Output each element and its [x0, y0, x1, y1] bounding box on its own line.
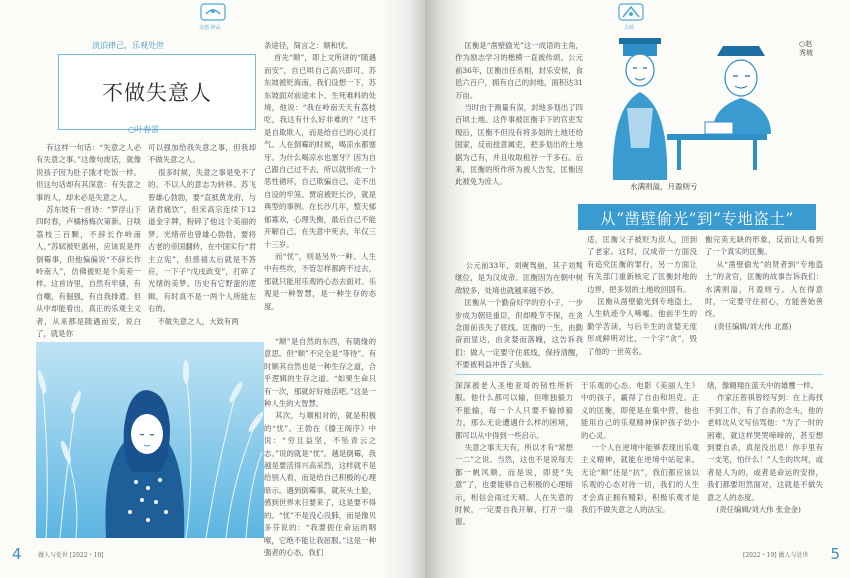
right-page — [425, 0, 850, 578]
illustration-caption: 水满则溢，月盈则亏 — [630, 182, 698, 191]
article-column-r3: 适，匡衡父子被贬为庶人，回到了老家。这时，汉成帝一方面没有追究匡衡的罪行，另一方面让有关部门重新核定了匡衡封地的边界，把多划的土地收回国有。 匡衡从凿壁偷光到专地盗土，人生轨迹令人唏嘘。他前半生的勤学苦读，与后半生的贪婪无度形成鲜明对比，一个字“贪”，毁了他的一世英名。 — [587, 235, 697, 356]
section-divider — [455, 374, 823, 375]
article-column-3b: “顺”是自然的东西，有随缘的意思。但“顺”不完全是“等待”。有时顺其自然也是一种生存之道，合乎逻辑的生存之道。“如果生命只有一次，那就好好地活吧。”这是一种人生的大智慧。 其次，与顺相对的，就是积极的“忧”。王勃在《滕王阁序》中说：“穷且益坚，不坠青云之志。”说的就是“忧”。越是倒霉，我越是要活得兴高采烈，这样就不是给别人看，而是给自己积极的心理暗示。遇到倒霉事，就灰头土脸，感到世界末日要来了，这是要不得的。“忧”不是没心没肺，而是像贝多芬说的：“我要扼住命运的咽喉，它绝不能让我屈服。”这是一种强者的心态，我们 — [264, 337, 376, 557]
article-kicker: 淡泊律己，乐观处世 — [92, 41, 164, 50]
article-column-r5: 深深被老人圣地亚哥的韧性所折服。他什么都可以输，但唯独毅力不能输，每一个人只要不输掉毅力，那么无论遭遇什么样的困境，都可以从中得到一些启示。 失意之事天天有，所以才有“常想一二”之说。当然，这也不是说每天都一帆风顺，而是说，即使“失意”了，也要能够自己积极的心理暗示，相信会雨过天晴。人在失意的时候，一定要自我开解，打开一扇窗。 — [455, 381, 573, 527]
article-column-r7: 绪，像翱翔在蓝天中的雄鹰一样。 作家汪曾祺曾经写到：在上海找不到工作，有了自杀的念头，他的老师沈从文写信骂他：“为了一时的困难，就这样哭哭啼啼的，甚至想到要自杀，真是没出息！你手里有一支笔，怕什么！”人生的坎坷，或者是人为的，或者是命运的安排，我们都要坦然面对，这就是不做失意之人的态度。 (责任编辑/刘大伟 张金金) — [707, 381, 823, 515]
article-author: ○赵秀坡 — [799, 40, 813, 57]
article-title-banner — [578, 204, 816, 230]
section-label: 点睛 — [624, 25, 635, 31]
article-column-1: 有这样一句话：“失意之人必有失意之事。”这像句废话，就像说孩子因为肚子饿才吃饭一样。但这句话却有其深意：有失意之事的人，却未必是失意之人。 苏东坡有一首诗：“罗浮山下四时春，卢橘杨梅次第新。日啖荔枝三百颗，不辞长作岭南人。”苏轼被贬惠州，应该说是件倒霉事，但他偏偏说“不辞长作岭南人”，仿佛被贬是个美差一样。这首诗里，自然有牢骚，有自嘲，有倔强，有自我排遣。但从中却能看出，真正的乐观主义者，从来都是随遇而安，说白了，就是你 — [36, 143, 141, 339]
article-column-r2: 公元前33年，刘奭驾崩，其子刘骜继位，是为汉成帝。匡衡因为在朝中树敌较多，处境也就越来越不妙。 匡衡从一个勤奋好学的穷小子，一步步成为朝廷重臣，但却晚节不保，在贪念面前丧失了底线。匡衡的一生，由勤奋而显达，由贪婪而落魄，这告诉我们：做人一定要守住底线，保持清醒，不要被利益冲昏了头脑。 — [455, 261, 583, 370]
article-column-3: 条途径，简言之：顺和忧。 首先“顺”，即上文所讲的“随遇而安”，自已哄自己高兴即可。苏东坡被贬海南，我们设想一下，苏东坡面对前途未卜、生死难料的处境，他说：“我在岭南天天有荔枝吃，我这有什么好非难的？”这不是自欺欺人，而是给自已的心灵打气。人在倒霉的时候，喝凉水都塞牙。为什么喝凉水也塞牙？因为自己跟自己过不去，所以就形成一个恶性循环，自己欺骗自己，走不出自设的牢笼。贾谊被贬长沙，就是典型的事例。在长沙几年，整天郁郁寡欢，心理失衡，最后自己不能开解自己，在失意中死去，年仅三十三岁。 而“忧”，则是另外一种。人生中有些坎，不管怎样都跨不过去，那就只能用乐观的心态去面对。乐观是一种智慧，是一种生存的态度。 — [264, 41, 376, 311]
page-number-right: 5 — [830, 545, 840, 563]
footer-left: 做人与处世 [2022・19] — [38, 552, 104, 559]
ancient-officials-illustration — [605, 38, 785, 180]
page-number-left: 4 — [12, 545, 22, 563]
article-title: 不做失意人 — [102, 81, 212, 105]
article-title: 从“凿壁偷光”到“专地盗土” — [600, 210, 794, 228]
article-column-2: 可以强加给我失意之事，但我却不做失意之人。 很多时候，失意之事是免不了的。不以人的意志为转移。苏飞曾雄心勃勃，要“直抵黄龙府，与诸君痛饮”，但宋高宗连续下12道金字牌，粉碎了他这个美丽的梦。光绪帝也曾雄心勃勃，要将古老的帝国翻转，在中国实行“君主立宪”，但慈禧太后就是不答应，一下子“戊戌政变”，打碎了光绪的美梦。历史有它野蛮的逻辑，有时真不是一两个人所能左右的。 不做失意之人，大致有两 — [148, 143, 256, 326]
article-column-r4: 衡完美无缺的形象，反而让人看到了一个真实的匡衡。 从“凿壁偷光”的贤者到“专地盗土”的贪官，匡衡的故事告诉我们：水满则溢，月盈则亏。人在得意时，一定要守住初心，方能善始善终。 (责任编辑/刘大伟 北熹) — [705, 235, 823, 331]
girl-in-reeds-illustration — [36, 342, 264, 538]
section-label: 美德·修品 — [199, 25, 221, 31]
title-box — [58, 54, 256, 130]
section-emblem-icon — [618, 3, 644, 25]
article-author: ○叶春雷 — [128, 125, 159, 134]
article-column-r1: 匡衡是“凿壁偷光”这一成语的主角，作为励志学习的楷模一直被传颂。公元前36年，匡衡出任丞相，封乐安侯，食邑六百户，拥有自己的封地，面积达31万亩。 当时由于测量有误，封地多划出了四百顷土地。这件事被匡衡手下的官吏发现后，匡衡不但没有将多划的土地还给国家，反而授意属吏，把多划出的土地据为己有，并且收取租谷一千多石。后来，匡衡的所作所为被人告发，匡衡因此被免为庶人。 — [455, 41, 583, 187]
footer-right: [2022・19] 做人与处世 — [743, 552, 809, 559]
section-emblem-icon — [200, 3, 226, 25]
article-column-r6: 于乐观的心态。电影《美丽人生》中的孩子，赢得了自由和坦克。正义的匡衡，即使是在集中营，他也能用自己的乐观精神保护孩子幼小的心灵。 一个人在逆境中能够表现出乐观主义精神，就能在逆境中站起来。无论“顺”还是“抗”，我们都应该以乐观的心态对待一切，我们的人生才会真正拥有精彩，积极乐观才是我们不做失意之人的法宝。 — [581, 381, 699, 515]
